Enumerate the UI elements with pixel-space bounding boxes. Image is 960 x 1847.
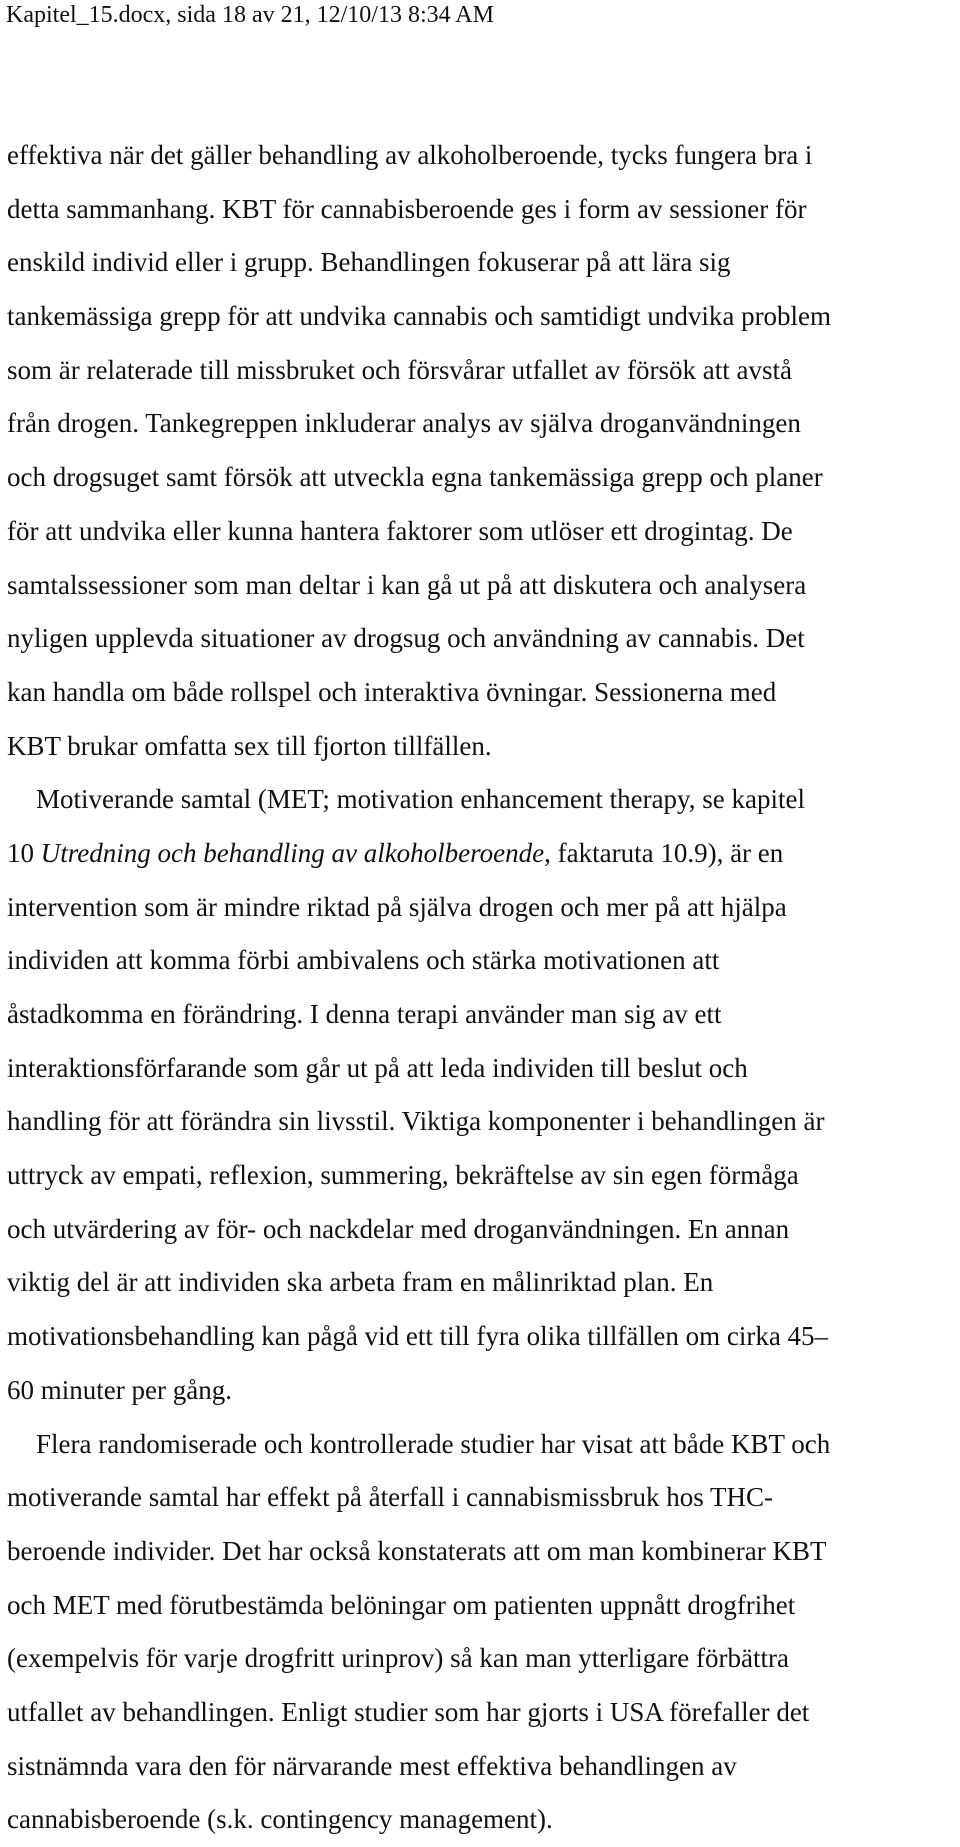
text-line: sistnämnda vara den för närvarande mest effektiva behandlingen av (7, 1750, 737, 1781)
text-line: utfallet av behandlingen. Enligt studier som har gjorts i USA förefaller det (7, 1696, 810, 1727)
text-line: uttryck av empati, reflexion, summering, bekräftelse av sin egen förmåga (7, 1160, 799, 1191)
text-line: kan handla om både rollspel och interaktiva övningar. Sessionerna med (7, 676, 777, 707)
text-line: beroende individer. Det har också konstaterats att om man kombinerar KBT (7, 1535, 827, 1566)
text-line: detta sammanhang. KBT för cannabisberoende ges i form av sessioner för (7, 193, 807, 224)
text-line: som är relaterade till missbruket och försvårar utfallet av försök att avstå (7, 354, 792, 385)
line-text-before: 10 (7, 837, 41, 868)
text-line: viktig del är att individen ska arbeta fram en målinriktad plan. En (7, 1267, 714, 1298)
text-line: handling för att förändra sin livsstil. Viktiga komponenter i behandlingen är (7, 1106, 825, 1137)
text-line: cannabisberoende (s.k. contingency management). (7, 1804, 553, 1835)
paragraph-first-line: Flera randomiserade och kontrollerade studier har visat att både KBT och (36, 1428, 831, 1459)
text-line: nyligen upplevda situationer av drogsug och användning av cannabis. Det (7, 623, 805, 654)
text-line: motiverande samtal har effekt på återfall i cannabismissbruk hos THC- (7, 1482, 774, 1513)
text-line: motivationsbehandling kan pågå vid ett till fyra olika tillfällen om cirka 45– (7, 1321, 829, 1352)
text-line: individen att komma förbi ambivalens och stärka motivationen att (7, 945, 720, 976)
text-line: enskild individ eller i grupp. Behandlingen fokuserar på att lära sig (7, 247, 731, 278)
text-line: och drogsuget samt försök att utveckla egna tankemässiga grepp och planer (7, 462, 823, 493)
text-line: åstadkomma en förändring. I denna terapi använder man sig av ett (7, 999, 722, 1029)
text-line: (exempelvis för varje drogfritt urinprov) så kan man ytterligare förbättra (7, 1643, 789, 1674)
text-line: för att undvika eller kunna hantera faktorer som utlöser ett drogintag. De (7, 515, 793, 546)
line-text-after: , faktaruta 10.9), är en (544, 837, 784, 868)
text-line: effektiva när det gäller behandling av alkoholberoende, tycks fungera bra i (7, 140, 813, 170)
document-header: Kapitel_15.docx, sida 18 av 21, 12/10/13 8:34 AM (6, 2, 494, 28)
text-line: och utvärdering av för- och nackdelar med droganvändningen. En annan (7, 1213, 790, 1244)
text-line: interaktionsförfarande som går ut på att leda individen till beslut och (7, 1052, 748, 1083)
text-line: intervention som är mindre riktad på själva drogen och mer på att hjälpa (7, 891, 787, 922)
text-line-with-italic-title (7, 827, 957, 881)
text-line: samtalssessioner som man deltar i kan gå ut på att diskutera och analysera (7, 569, 807, 600)
text-line: 60 minuter per gång. (7, 1374, 232, 1405)
italic-chapter-title: Utredning och behandling av alkoholberoende (40, 837, 545, 868)
document-body (7, 129, 957, 1847)
text-line: KBT brukar omfatta sex till fjorton tillfällen. (7, 730, 492, 761)
paragraph-first-line: Motiverande samtal (MET; motivation enhancement therapy, se kapitel (36, 784, 806, 815)
text-line: tankemässiga grepp för att undvika cannabis och samtidigt undvika problem (7, 301, 832, 332)
text-line: från drogen. Tankegreppen inkluderar analys av själva droganvändningen (7, 408, 801, 439)
text-line: och MET med förutbestämda belöningar om patienten uppnått drogfrihet (7, 1589, 796, 1620)
